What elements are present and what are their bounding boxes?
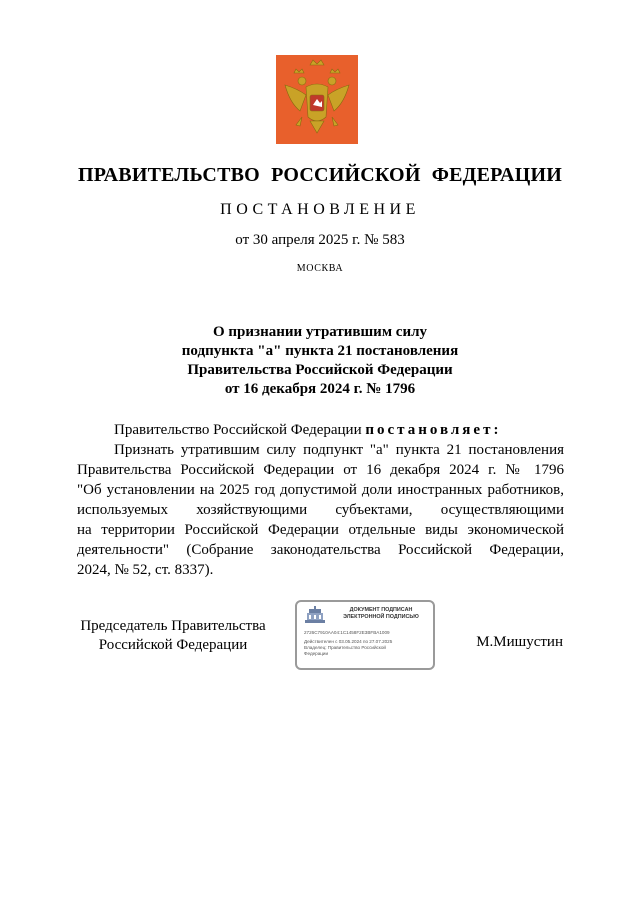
paragraph-line: "Об установлении на 2025 год допустимой доли иностранных работников,: [77, 482, 564, 498]
russian-coat-of-arms-icon: [276, 55, 358, 144]
signatory-position-line: Российской Федерации: [98, 637, 248, 653]
stamp-heading-line: ДОКУМЕНТ ПОДПИСАН: [349, 607, 413, 613]
paragraph-line: на территории Российской Федерации отдельные виды экономической: [77, 522, 564, 538]
government-building-icon: [304, 606, 326, 624]
subject-line: О признании утратившим силу: [213, 324, 427, 340]
stamp-owner-line: Владелец: Правительство Российской: [304, 645, 386, 650]
electronic-signature-stamp: [295, 600, 435, 670]
paragraph-line: Признать утратившим силу подпункт "а" пункта 21 постановления: [114, 442, 564, 458]
document-subject: [120, 323, 520, 399]
paragraph-line: 2024, № 52, ст. 8337).: [77, 562, 214, 578]
signatory-name: М.Мишустин: [476, 634, 563, 650]
stamp-heading-line: ЭЛЕКТРОННОЙ ПОДПИСЬЮ: [343, 614, 419, 620]
subject-line: от 16 декабря 2024 г. № 1796: [224, 381, 416, 397]
signatory-position: [78, 617, 268, 655]
paragraph-line: Правительства Российской Федерации от 16 декабря 2024 г. № 1796: [77, 462, 564, 478]
paragraph-line: деятельности" (Собрание законодательства Российской Федерации,: [77, 542, 564, 558]
document-city: МОСКВА: [296, 263, 344, 274]
paragraph-line: используемых хозяйствующими субъектами, осуществляющими: [77, 502, 564, 518]
subject-line: подпункта "а" пункта 21 постановления: [181, 343, 459, 359]
document-type: ПОСТАНОВЛЕНИЕ: [220, 201, 420, 218]
stamp-owner-line: Федерации: [304, 651, 329, 656]
decree-intro-line: [77, 420, 564, 440]
signatory-position-line: Председатель Правительства: [80, 618, 266, 634]
decree-intro: Правительство Российской Федерации: [114, 422, 362, 438]
decree-verb: постановляет:: [365, 422, 502, 438]
document-body: [77, 420, 564, 580]
government-title: ПРАВИТЕЛЬСТВО РОССИЙСКОЙ ФЕДЕРАЦИИ: [78, 164, 562, 186]
subject-line: Правительства Российской Федерации: [187, 362, 453, 378]
stamp-validity: Действителен с 03.05.2024 по 27.07.2025: [304, 639, 393, 644]
stamp-certificate: 2726C7910AA04:1C1458F2E3BFBA1009: [304, 630, 390, 635]
stamp-heading: [333, 607, 429, 621]
document-date-number: от 30 апреля 2025 г. № 583: [235, 232, 405, 248]
